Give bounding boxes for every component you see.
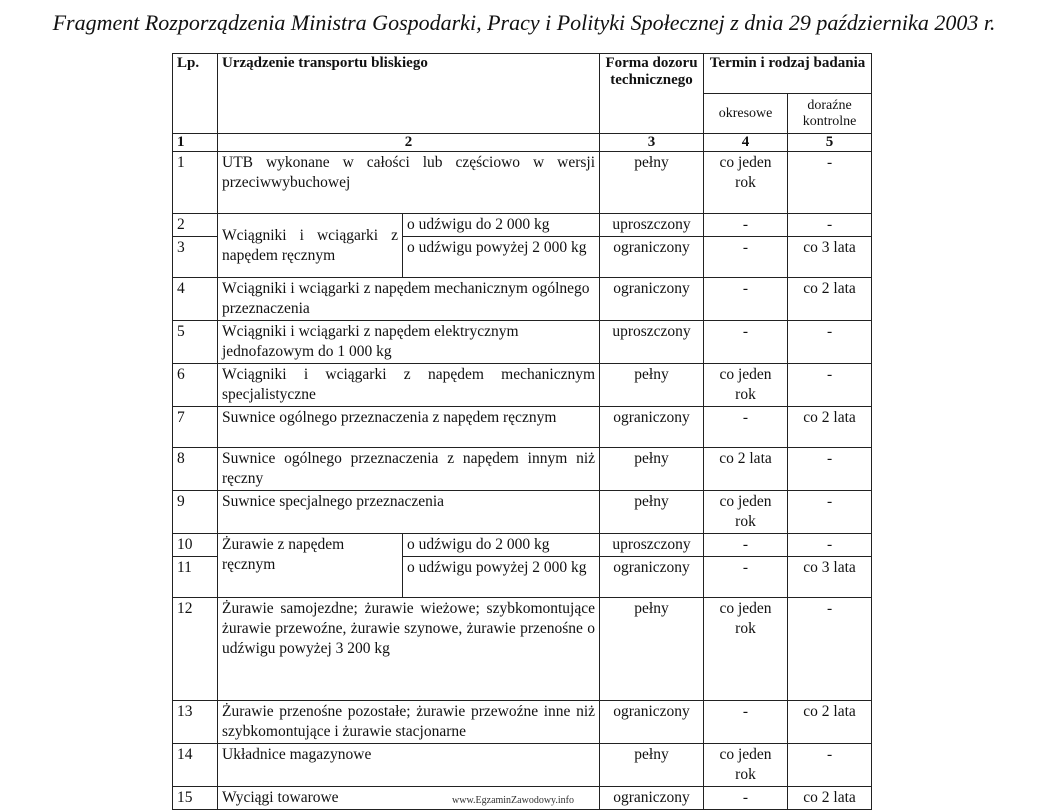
row-form: pełny bbox=[600, 448, 704, 491]
table-row bbox=[173, 278, 872, 321]
row-lp: 3 bbox=[173, 237, 218, 278]
row-periodic: - bbox=[704, 701, 788, 744]
table-row bbox=[173, 448, 872, 491]
row-adhoc: - bbox=[788, 448, 872, 491]
row-device: Suwnice specjalnego przeznaczenia bbox=[218, 491, 600, 534]
row-lp: 13 bbox=[173, 701, 218, 744]
row-capacity: o udźwigu do 2 000 kg bbox=[403, 534, 600, 557]
row-adhoc: - bbox=[788, 534, 872, 557]
column-number: 1 bbox=[173, 134, 218, 152]
column-number: 2 bbox=[218, 134, 600, 152]
row-lp: 10 bbox=[173, 534, 218, 557]
row-adhoc: - bbox=[788, 152, 872, 214]
row-periodic: - bbox=[704, 214, 788, 237]
row-periodic: co jeden rok bbox=[704, 364, 788, 407]
row-form: pełny bbox=[600, 491, 704, 534]
row-lp: 14 bbox=[173, 744, 218, 787]
header-term: Termin i rodzaj badania bbox=[704, 54, 872, 94]
row-lp: 7 bbox=[173, 407, 218, 448]
row-device: Żurawie samojezdne; żurawie wieżowe; szybkomontujące żurawie przewoźne, żurawie szynowe, żurawie przenośne o udźwigu powyżej 3 200 kg bbox=[218, 598, 600, 701]
row-form: ograniczony bbox=[600, 237, 704, 278]
row-capacity: o udźwigu powyżej 2 000 kg bbox=[403, 557, 600, 598]
row-device: Układnice magazynowe bbox=[218, 744, 600, 787]
row-form: pełny bbox=[600, 598, 704, 701]
row-lp: 12 bbox=[173, 598, 218, 701]
row-periodic: co jeden rok bbox=[704, 598, 788, 701]
row-adhoc: - bbox=[788, 214, 872, 237]
row-form: ograniczony bbox=[600, 278, 704, 321]
row-periodic: co jeden rok bbox=[704, 491, 788, 534]
header-form: Forma dozoru technicznego bbox=[600, 54, 704, 134]
row-periodic: - bbox=[704, 534, 788, 557]
row-device: Suwnice ogólnego przeznaczenia z napędem innym niż ręczny bbox=[218, 448, 600, 491]
row-lp: 4 bbox=[173, 278, 218, 321]
column-number: 4 bbox=[704, 134, 788, 152]
row-lp: 9 bbox=[173, 491, 218, 534]
row-lp: 1 bbox=[173, 152, 218, 214]
table-row bbox=[173, 534, 872, 557]
regulation-table bbox=[172, 53, 872, 810]
row-form: ograniczony bbox=[600, 701, 704, 744]
column-number: 3 bbox=[600, 134, 704, 152]
table-row bbox=[173, 321, 872, 364]
table-row bbox=[173, 152, 872, 214]
source-watermark: www.EgzaminZawodowy.info bbox=[452, 795, 575, 806]
row-form: ograniczony bbox=[600, 557, 704, 598]
header-lp: Lp. bbox=[173, 54, 218, 134]
row-form: pełny bbox=[600, 152, 704, 214]
row-adhoc: co 2 lata bbox=[788, 278, 872, 321]
row-form: ograniczony bbox=[600, 407, 704, 448]
row-adhoc: - bbox=[788, 598, 872, 701]
row-periodic: - bbox=[704, 237, 788, 278]
row-adhoc: - bbox=[788, 321, 872, 364]
table-row bbox=[173, 364, 872, 407]
row-device-group: Wciągniki i wciągarki z napędem ręcznym bbox=[218, 214, 403, 278]
row-lp: 5 bbox=[173, 321, 218, 364]
row-lp: 6 bbox=[173, 364, 218, 407]
document-title: Fragment Rozporządzenia Ministra Gospodarki, Pracy i Polityki Społecznej z dnia 29 października 2003 r. bbox=[52, 10, 996, 35]
table-row bbox=[173, 598, 872, 701]
row-device: Wciągniki i wciągarki z napędem mechanicznym specjalistyczne bbox=[218, 364, 600, 407]
row-adhoc: - bbox=[788, 491, 872, 534]
table-row bbox=[173, 744, 872, 787]
header-periodic: okresowe bbox=[704, 94, 788, 134]
row-lp: 15 bbox=[173, 787, 218, 810]
row-periodic: co jeden rok bbox=[704, 152, 788, 214]
row-device: Wciągniki i wciągarki z napędem elektrycznym jednofazowym do 1 000 kg bbox=[218, 321, 600, 364]
table-row bbox=[173, 407, 872, 448]
row-device: Suwnice ogólnego przeznaczenia z napędem ręcznym bbox=[218, 407, 600, 448]
row-lp: 2 bbox=[173, 214, 218, 237]
row-adhoc: co 2 lata bbox=[788, 701, 872, 744]
row-periodic: - bbox=[704, 278, 788, 321]
column-number-row bbox=[173, 134, 872, 152]
row-periodic: - bbox=[704, 321, 788, 364]
row-lp: 11 bbox=[173, 557, 218, 598]
row-adhoc: co 2 lata bbox=[788, 787, 872, 810]
row-adhoc: co 3 lata bbox=[788, 237, 872, 278]
row-form: uproszczony bbox=[600, 321, 704, 364]
row-periodic: co 2 lata bbox=[704, 448, 788, 491]
row-form: pełny bbox=[600, 744, 704, 787]
row-lp: 8 bbox=[173, 448, 218, 491]
header-device: Urządzenie transportu bliskiego bbox=[218, 54, 600, 134]
header-row bbox=[173, 54, 872, 94]
row-adhoc: co 3 lata bbox=[788, 557, 872, 598]
row-periodic: - bbox=[704, 557, 788, 598]
row-periodic: co jeden rok bbox=[704, 744, 788, 787]
row-adhoc: - bbox=[788, 364, 872, 407]
row-adhoc: - bbox=[788, 744, 872, 787]
row-form: uproszczony bbox=[600, 534, 704, 557]
column-number: 5 bbox=[788, 134, 872, 152]
row-device: Wyciągi towarowe bbox=[218, 787, 600, 810]
row-capacity: o udźwigu powyżej 2 000 kg bbox=[403, 237, 600, 278]
row-periodic: - bbox=[704, 787, 788, 810]
table-row bbox=[173, 214, 872, 237]
row-device: Wciągniki i wciągarki z napędem mechanicznym ogólnego przeznaczenia bbox=[218, 278, 600, 321]
row-form: uproszczony bbox=[600, 214, 704, 237]
row-device: UTB wykonane w całości lub częściowo w wersji przeciwwybuchowej bbox=[218, 152, 600, 214]
row-capacity: o udźwigu do 2 000 kg bbox=[403, 214, 600, 237]
header-adhoc: doraźne kontrolne bbox=[788, 94, 872, 134]
table-row bbox=[173, 701, 872, 744]
table-row bbox=[173, 491, 872, 534]
row-device-group: Żurawie z napędem ręcznym bbox=[218, 534, 403, 598]
row-periodic: - bbox=[704, 407, 788, 448]
row-form: ograniczony bbox=[600, 787, 704, 810]
row-adhoc: co 2 lata bbox=[788, 407, 872, 448]
row-device: Żurawie przenośne pozostałe; żurawie przewoźne inne niż szybkomontujące i żurawie stacjonarne bbox=[218, 701, 600, 744]
row-form: pełny bbox=[600, 364, 704, 407]
